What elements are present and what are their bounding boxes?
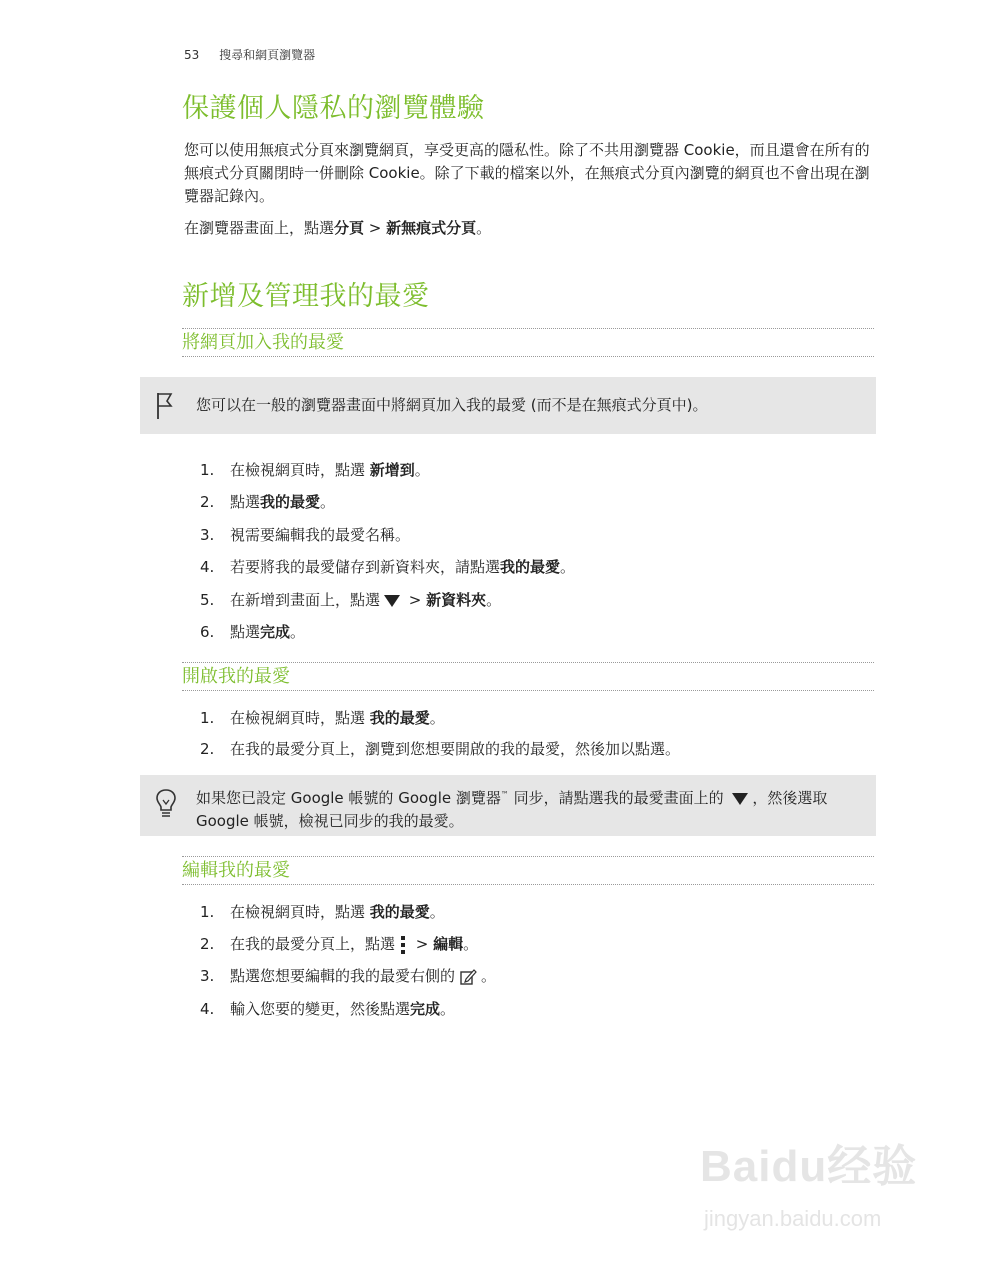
watermark-logo: Baidu经验 [700,1142,918,1191]
chapter-title: 搜尋和網頁瀏覽器 [219,48,316,62]
subsection-title-edit-bookmark: 編輯我的最愛 [182,856,874,885]
list-item: 1. 在檢視網頁時，點選 我的最愛。 [200,903,445,921]
dropdown-triangle-icon [384,595,400,607]
tabs-menu-label: 分頁 [334,219,365,237]
tip-text: 如果您已設定 Google 帳號的 Google 瀏覽器™ 同步，請點選我的最愛畫面上的 ，然後選取 Google 帳號，檢視已同步的我的最愛。 [196,789,828,830]
list-item: 3. 視需要編輯我的最愛名稱。 [200,526,411,544]
list-item: 2. 在我的最愛分頁上，瀏覽到您想要開啟的我的最愛，然後加以點選。 [200,740,681,758]
note-text: 您可以在一般的瀏覽器畫面中將網頁加入我的最愛 (而不是在無痕式分頁中)。 [196,396,708,414]
list-item: 2. 點選我的最愛。 [200,493,336,511]
list-item: 1. 在檢視網頁時，點選 新增到。 [200,461,430,479]
list-item: 1. 在檢視網頁時，點選 我的最愛。 [200,709,445,727]
page-number: 53 [184,48,200,62]
list-item: 6. 點選完成。 [200,623,306,641]
more-vertical-icon [399,935,407,955]
page-header [184,46,315,63]
watermark [700,1130,940,1240]
dropdown-triangle-icon [732,793,748,805]
subsection-title-add-bookmark: 將網頁加入我的最愛 [182,328,874,357]
list-item: 3. 點選您想要編輯的我的最愛右側的 。 [200,967,497,985]
new-incognito-tab-label: 新無痕式分頁 [386,219,477,237]
list-item: 2. 在我的最愛分頁上，點選 > 編輯。 [200,935,479,953]
list-item: 5. 在新增到畫面上，點選 > 新資料夾。 [200,591,502,609]
lightbulb-icon [154,787,178,821]
section-title-bookmarks: 新增及管理我的最愛 [182,281,430,312]
list-item: 4. 若要將我的最愛儲存到新資料夾，請點選我的最愛。 [200,558,576,576]
privacy-paragraph: 您可以使用無痕式分頁來瀏覽網頁，享受更高的隱私性。除了不共用瀏覽器 Cookie，而且還會在所有的無痕式分頁關閉時一併刪除 Cookie。除了下載的檔案以外，在無痕式分頁內瀏覽的網頁也不會出現在瀏覽器記錄內。 [184,141,870,205]
privacy-instruction: 在瀏覽器畫面上，點選分頁 > 新無痕式分頁。 [184,219,492,237]
watermark-url: jingyan.baidu.com [704,1206,882,1231]
tip-box [140,775,876,836]
list-item: 4. 輸入您要的變更，然後點選完成。 [200,1000,456,1018]
edit-pencil-icon [459,968,477,986]
subsection-title-open-bookmark: 開啟我的最愛 [182,662,874,691]
section-title-privacy: 保護個人隱私的瀏覽體驗 [182,93,485,124]
flag-icon [154,391,176,421]
note-box [140,377,876,434]
